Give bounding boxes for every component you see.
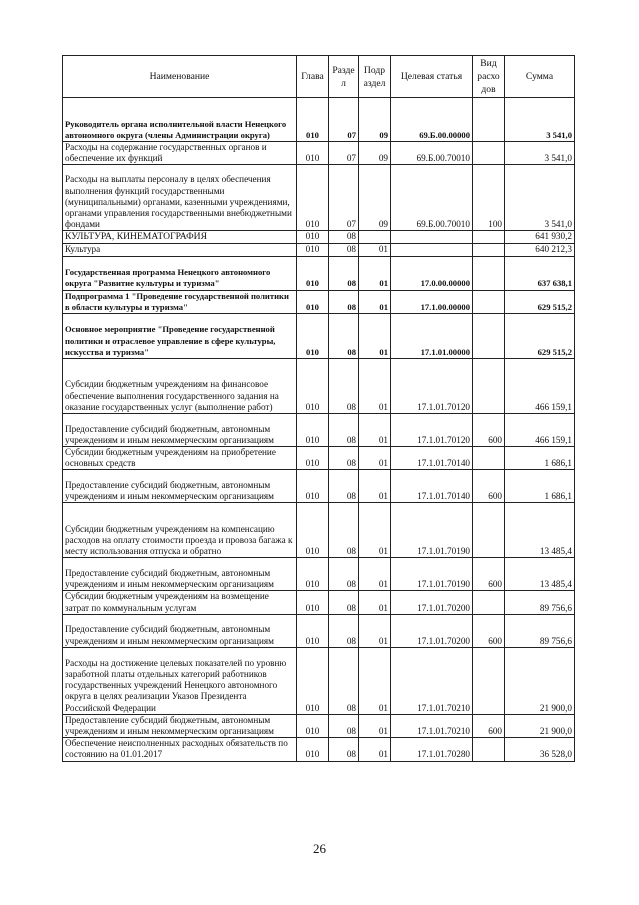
cell-glava: 010	[297, 98, 329, 142]
header-sum: Сумма	[505, 56, 575, 98]
cell-vid: 600	[473, 714, 505, 737]
cell-target: 17.1.01.70210	[391, 714, 473, 737]
cell-name: Предоставление субсидий бюджетным, автономным учреждениям и иным некоммерческим организациям	[63, 470, 297, 503]
table-body	[63, 98, 575, 762]
cell-name: Расходы на содержание государственных органов и обеспечение их функций	[63, 142, 297, 165]
cell-sum: 637 638,1	[505, 256, 575, 290]
cell-podrazdel: 01	[359, 414, 391, 447]
header-vid: Вид расхо дов	[473, 56, 505, 98]
cell-target	[391, 231, 473, 243]
cell-glava: 010	[297, 614, 329, 647]
table-row	[63, 414, 575, 447]
table-row	[63, 738, 575, 761]
cell-podrazdel: 01	[359, 503, 391, 558]
table-row	[63, 314, 575, 359]
cell-sum: 13 485,4	[505, 503, 575, 558]
cell-razdel: 07	[329, 165, 359, 231]
cell-sum: 21 900,0	[505, 647, 575, 714]
cell-target: 17.1.01.70280	[391, 738, 473, 761]
cell-vid	[473, 738, 505, 761]
cell-razdel: 08	[329, 359, 359, 414]
cell-glava: 010	[297, 243, 329, 256]
cell-podrazdel: 09	[359, 165, 391, 231]
cell-sum: 629 515,2	[505, 290, 575, 313]
table-row	[63, 243, 575, 256]
header-razdel: Разде л	[329, 56, 359, 98]
cell-name: Руководитель органа исполнительной власти Ненецкого автономного округа (члены Администрации округа)	[63, 98, 297, 142]
cell-name: Субсидии бюджетным учреждениям на финансовое обеспечение выполнения государственного задания на оказание государственных услуг (выполнение работ)	[63, 359, 297, 414]
cell-razdel: 08	[329, 470, 359, 503]
cell-glava: 010	[297, 359, 329, 414]
cell-glava: 010	[297, 165, 329, 231]
cell-glava: 010	[297, 290, 329, 313]
cell-sum: 1 686,1	[505, 470, 575, 503]
cell-name: КУЛЬТУРА, КИНЕМАТОГРАФИЯ	[63, 231, 297, 243]
cell-target: 17.1.01.70200	[391, 591, 473, 614]
cell-name: Предоставление субсидий бюджетным, автономным учреждениям и иным некоммерческим организациям	[63, 414, 297, 447]
cell-name: Предоставление субсидий бюджетным, автономным учреждениям и иным некоммерческим организациям	[63, 558, 297, 591]
cell-target: 69.Б.00.70010	[391, 142, 473, 165]
cell-target: 17.1.01.70190	[391, 558, 473, 591]
cell-razdel: 07	[329, 98, 359, 142]
cell-vid	[473, 231, 505, 243]
cell-podrazdel: 01	[359, 290, 391, 313]
table-row	[63, 591, 575, 614]
cell-name: Расходы на достижение целевых показателей по уровню заработной платы отдельных категорий работников государственных учреждений Ненецкого автономного округа в целях реализации Указов Президента Российской Федерации	[63, 647, 297, 714]
cell-razdel: 08	[329, 290, 359, 313]
cell-glava: 010	[297, 256, 329, 290]
cell-glava: 010	[297, 591, 329, 614]
table-row	[63, 290, 575, 313]
cell-podrazdel: 09	[359, 98, 391, 142]
cell-razdel: 08	[329, 447, 359, 470]
cell-vid	[473, 503, 505, 558]
cell-sum: 21 900,0	[505, 714, 575, 737]
header-target: Целевая статья	[391, 56, 473, 98]
cell-sum: 89 756,6	[505, 591, 575, 614]
cell-glava: 010	[297, 647, 329, 714]
cell-razdel: 08	[329, 231, 359, 243]
table-row	[63, 98, 575, 142]
cell-glava: 010	[297, 314, 329, 359]
table-row	[63, 503, 575, 558]
cell-podrazdel: 01	[359, 470, 391, 503]
cell-glava: 010	[297, 470, 329, 503]
cell-sum: 466 159,1	[505, 359, 575, 414]
cell-vid	[473, 98, 505, 142]
cell-podrazdel: 01	[359, 256, 391, 290]
cell-podrazdel: 01	[359, 591, 391, 614]
cell-razdel: 08	[329, 738, 359, 761]
header-podrazdel: Подр аздел	[359, 56, 391, 98]
cell-vid	[473, 142, 505, 165]
cell-razdel: 08	[329, 414, 359, 447]
cell-name: Подпрограмма 1 "Проведение государственной политики в области культуры и туризма"	[63, 290, 297, 313]
cell-name: Государственная программа Ненецкого автономного округа "Развитие культуры и туризма"	[63, 256, 297, 290]
cell-target: 17.1.01.70140	[391, 470, 473, 503]
cell-target	[391, 243, 473, 256]
cell-sum: 13 485,4	[505, 558, 575, 591]
cell-podrazdel	[359, 231, 391, 243]
cell-podrazdel: 01	[359, 558, 391, 591]
table-row	[63, 470, 575, 503]
table-row	[63, 142, 575, 165]
cell-target: 17.1.01.70120	[391, 414, 473, 447]
table-row	[63, 165, 575, 231]
cell-vid	[473, 591, 505, 614]
cell-name: Предоставление субсидий бюджетным, автономным учреждениям и иным некоммерческим организациям	[63, 714, 297, 737]
cell-sum: 640 212,3	[505, 243, 575, 256]
cell-vid	[473, 256, 505, 290]
cell-glava: 010	[297, 738, 329, 761]
cell-glava: 010	[297, 558, 329, 591]
cell-sum: 466 159,1	[505, 414, 575, 447]
table-row	[63, 256, 575, 290]
cell-razdel: 08	[329, 503, 359, 558]
cell-podrazdel: 01	[359, 359, 391, 414]
cell-target: 69.Б.00.00000	[391, 98, 473, 142]
cell-name: Субсидии бюджетным учреждениям на возмещение затрат по коммунальным услугам	[63, 591, 297, 614]
cell-vid: 600	[473, 558, 505, 591]
cell-vid: 600	[473, 414, 505, 447]
cell-glava: 010	[297, 714, 329, 737]
table-row	[63, 359, 575, 414]
cell-vid	[473, 647, 505, 714]
cell-vid	[473, 243, 505, 256]
table-row	[63, 614, 575, 647]
cell-podrazdel: 01	[359, 614, 391, 647]
cell-name: Обеспечение неисполненных расходных обязательств по состоянию на 01.01.2017	[63, 738, 297, 761]
table-row	[63, 647, 575, 714]
cell-glava: 010	[297, 142, 329, 165]
cell-sum: 89 756,6	[505, 614, 575, 647]
table-row	[63, 231, 575, 243]
cell-sum: 3 541,0	[505, 142, 575, 165]
cell-razdel: 08	[329, 647, 359, 714]
cell-target: 69.Б.00.70010	[391, 165, 473, 231]
cell-target: 17.1.01.70140	[391, 447, 473, 470]
cell-vid	[473, 290, 505, 313]
cell-vid	[473, 447, 505, 470]
cell-target: 17.1.01.70200	[391, 614, 473, 647]
cell-sum: 3 541,0	[505, 98, 575, 142]
cell-razdel: 08	[329, 314, 359, 359]
cell-glava: 010	[297, 231, 329, 243]
cell-razdel: 07	[329, 142, 359, 165]
cell-podrazdel: 01	[359, 314, 391, 359]
cell-glava: 010	[297, 503, 329, 558]
cell-podrazdel: 01	[359, 243, 391, 256]
cell-podrazdel: 01	[359, 714, 391, 737]
cell-razdel: 08	[329, 714, 359, 737]
cell-sum: 3 541,0	[505, 165, 575, 231]
cell-name: Субсидии бюджетным учреждениям на приобретение основных средств	[63, 447, 297, 470]
cell-target: 17.1.01.00000	[391, 314, 473, 359]
cell-sum: 629 515,2	[505, 314, 575, 359]
budget-table	[62, 55, 575, 762]
cell-vid	[473, 359, 505, 414]
cell-target: 17.1.01.70120	[391, 359, 473, 414]
header-glava: Глава	[297, 56, 329, 98]
cell-name: Основное мероприятие "Проведение государственной политики и отраслевое управление в сфере культуры, искусства и туризма"	[63, 314, 297, 359]
cell-sum: 36 528,0	[505, 738, 575, 761]
cell-razdel: 08	[329, 558, 359, 591]
cell-podrazdel: 09	[359, 142, 391, 165]
cell-target: 17.1.00.00000	[391, 290, 473, 313]
cell-podrazdel: 01	[359, 738, 391, 761]
cell-sum: 641 930,2	[505, 231, 575, 243]
cell-vid: 100	[473, 165, 505, 231]
cell-target: 17.1.01.70210	[391, 647, 473, 714]
cell-razdel: 08	[329, 614, 359, 647]
cell-target: 17.1.01.70190	[391, 503, 473, 558]
cell-name: Расходы на выплаты персоналу в целях обеспечения выполнения функций государственными (муниципальными) органами, казенными учреждениями, органами управления государственными внебюджетными фондами	[63, 165, 297, 231]
table-row	[63, 447, 575, 470]
cell-razdel: 08	[329, 591, 359, 614]
table-header-row	[63, 56, 575, 98]
cell-podrazdel: 01	[359, 447, 391, 470]
cell-sum: 1 686,1	[505, 447, 575, 470]
cell-glava: 010	[297, 414, 329, 447]
header-name: Наименование	[63, 56, 297, 98]
cell-name: Культура	[63, 243, 297, 256]
cell-vid: 600	[473, 614, 505, 647]
cell-name: Субсидии бюджетным учреждениям на компенсацию расходов на оплату стоимости проезда и провоза багажа к месту использования отпуска и обратно	[63, 503, 297, 558]
cell-target: 17.0.00.00000	[391, 256, 473, 290]
cell-vid	[473, 314, 505, 359]
page-number: 26	[313, 841, 326, 856]
cell-vid: 600	[473, 470, 505, 503]
cell-razdel: 08	[329, 243, 359, 256]
table-row	[63, 714, 575, 737]
cell-razdel: 08	[329, 256, 359, 290]
cell-podrazdel: 01	[359, 647, 391, 714]
cell-glava: 010	[297, 447, 329, 470]
cell-name: Предоставление субсидий бюджетным, автономным учреждениям и иным некоммерческим организациям	[63, 614, 297, 647]
table-row	[63, 558, 575, 591]
